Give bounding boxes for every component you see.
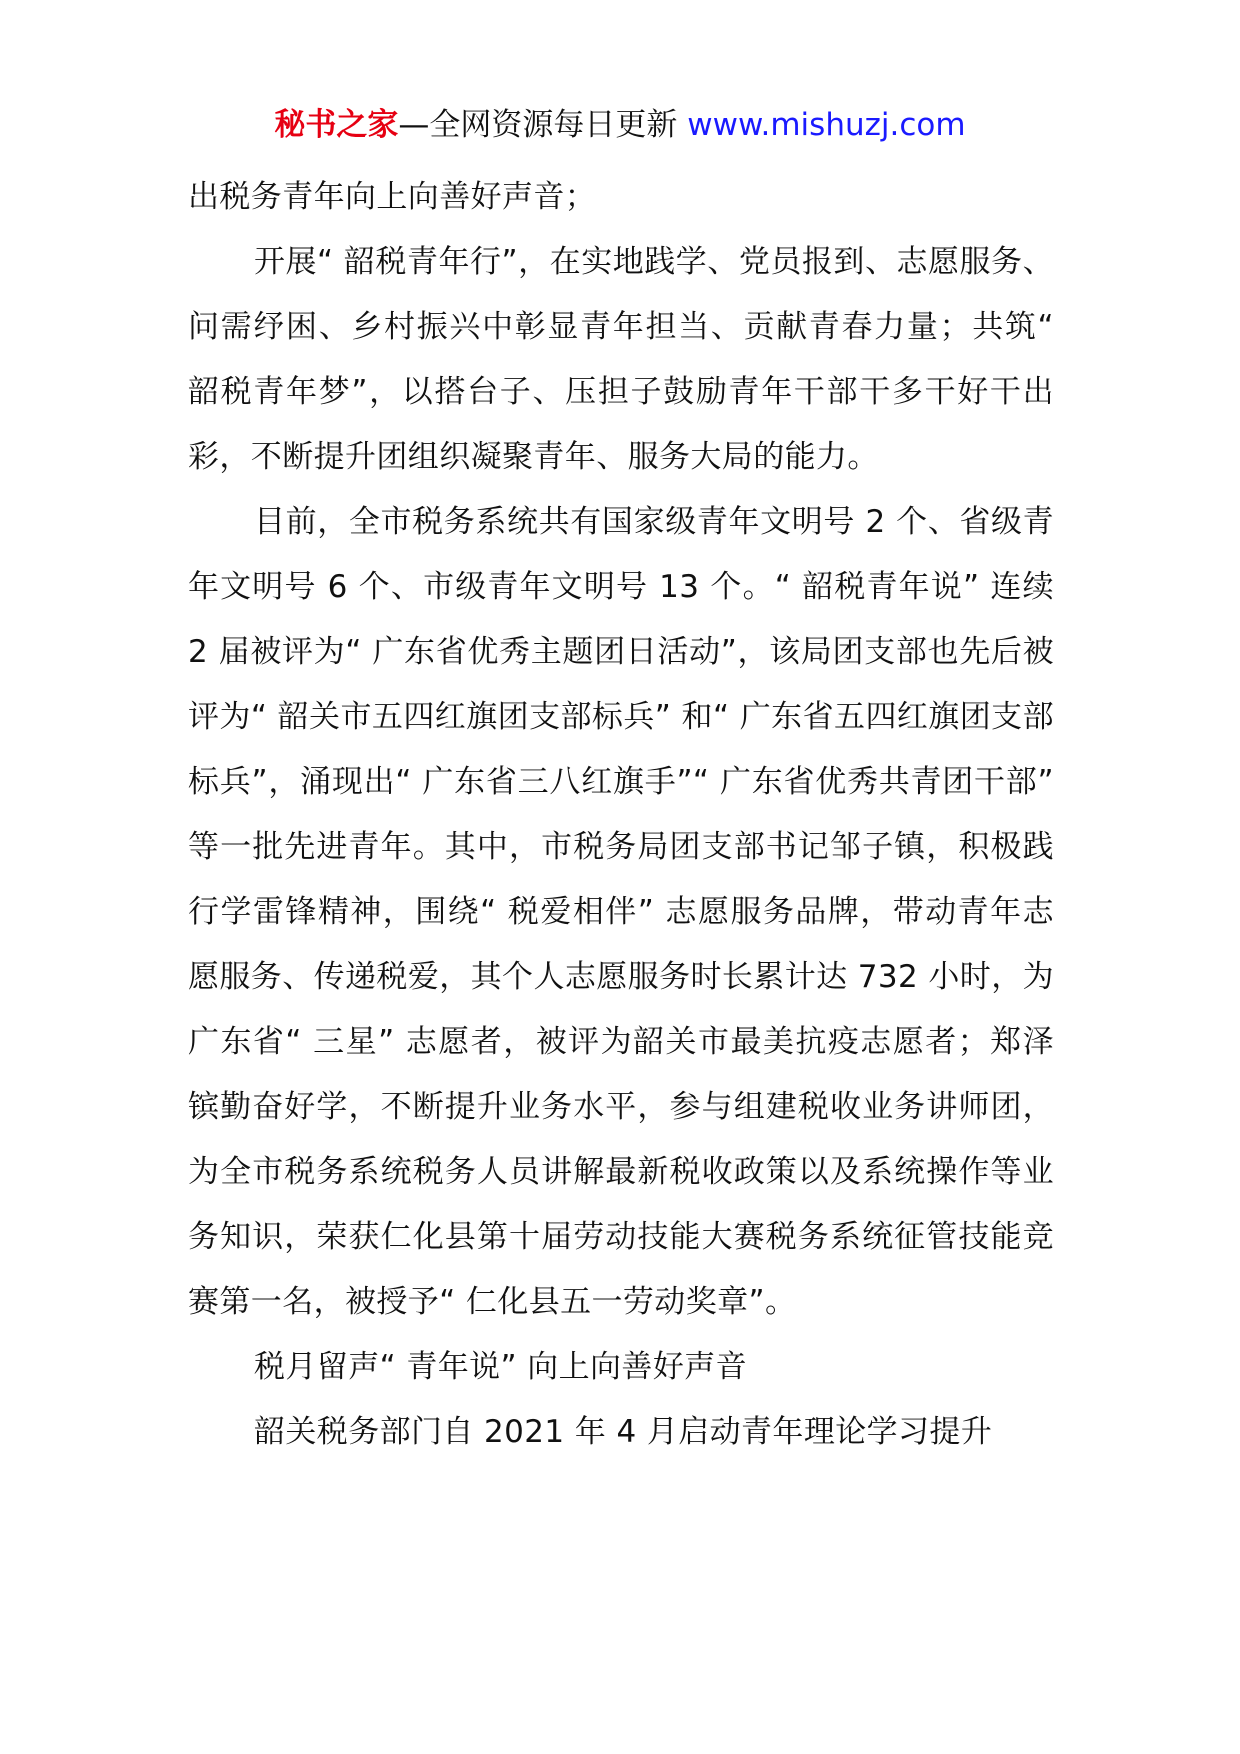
document-body bbox=[188, 165, 1054, 1465]
paragraph-continuation: 出税务青年向上向善好声音； bbox=[188, 179, 597, 215]
paragraph-intro: 韶关税务部门自 2021 年 4 月启动青年理论学习提升 bbox=[254, 1414, 993, 1450]
page-header bbox=[0, 98, 1240, 152]
paragraph-activities: 开展“ 韶税青年行”，在实地践学、党员报到、志愿服务、问需纾困、乡村振兴中彰显青年担当、贡献青春力量；共筑“ 韶税青年梦”，以搭台子、压担子鼓励青年干部干多干好干出彩，不断提升团组织凝聚青年、服务大局的能力。 bbox=[188, 244, 1054, 475]
brand-name: 秘书之家 bbox=[274, 107, 399, 143]
paragraph-achievements: 目前，全市税务系统共有国家级青年文明号 2 个、省级青年文明号 6 个、市级青年文明号 13 个。“ 韶税青年说” 连续 2 届被评为“ 广东省优秀主题团日活动”，该局团支部也先后被评为“ 韶关市五四红旗团支部标兵” 和“ 广东省五四红旗团支部标兵”，涌现出“ 广东省三八红旗手”“ 广东省优秀共青团干部” 等一批先进青年。其中，市税务局团支部书记邹子镇，积极践行学雷锋精神，围绕“ 税爱相伴” 志愿服务品牌，带动青年志愿服务、传递税爱，其个人志愿服务时长累计达 732 小时，为广东省“ 三星” 志愿者，被评为韶关市最美抗疫志愿者；郑泽镔勤奋好学，不断提升业务水平，参与组建税收业务讲师团，为全市税务系统税务人员讲解最新税收政策以及系统操作等业务知识，荣获仁化县第十届劳动技能大赛税务系统征管技能竞赛第一名，被授予“ 仁化县五一劳动奖章”。 bbox=[188, 504, 1054, 1320]
section-heading: 税月留声“ 青年说” 向上向善好声音 bbox=[254, 1349, 748, 1385]
header-tagline: —全网资源每日更新 bbox=[398, 107, 678, 143]
site-url-link[interactable]: www.mishuzj.com bbox=[687, 107, 966, 143]
